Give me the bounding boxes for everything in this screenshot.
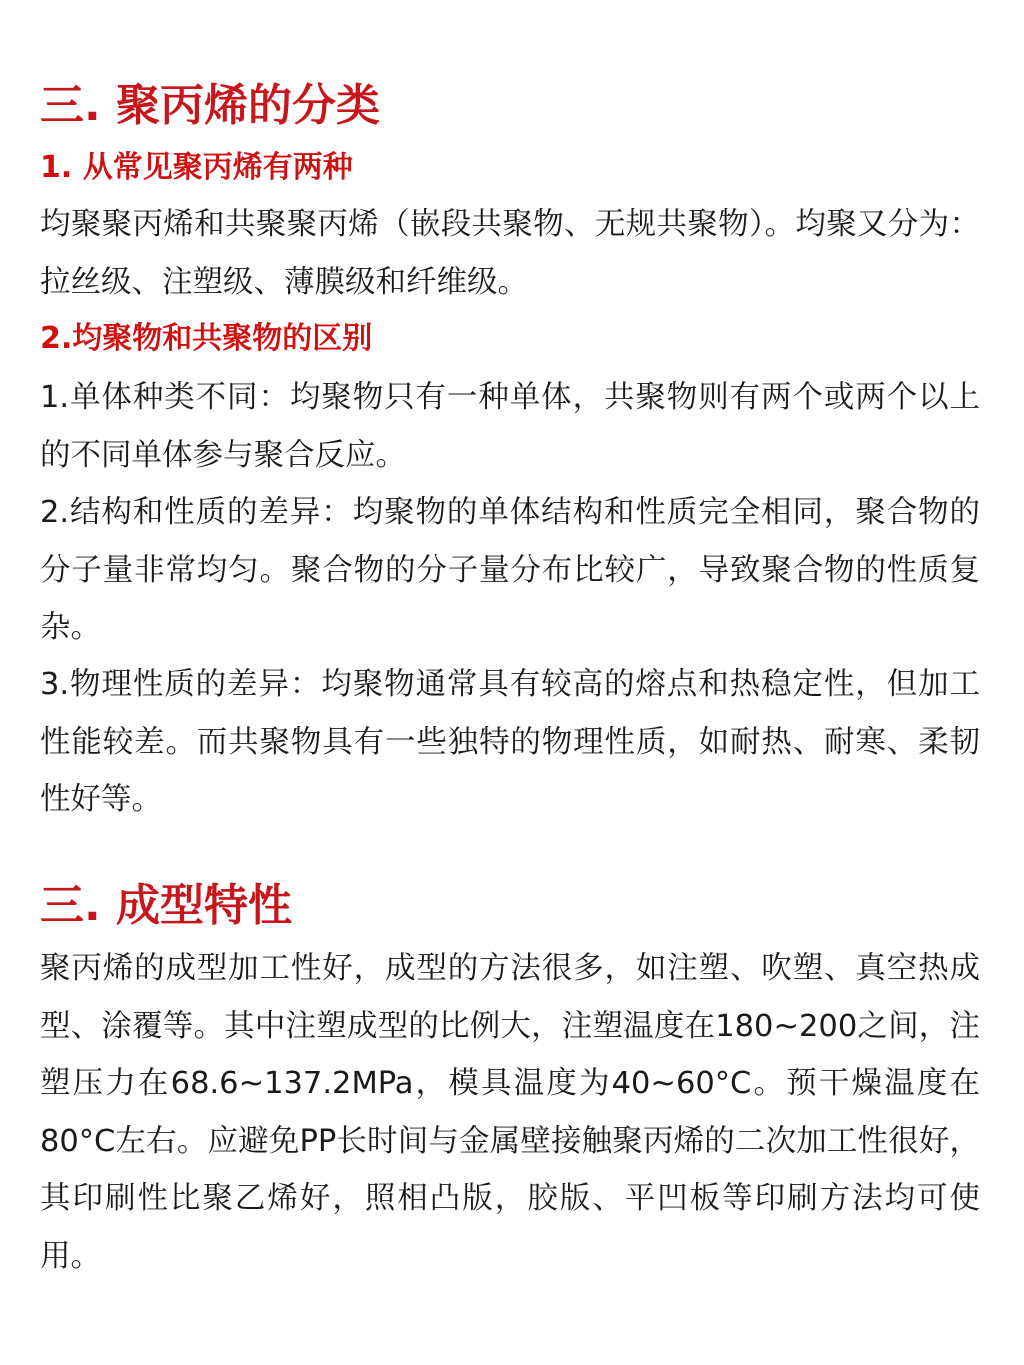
paragraph-molding: 聚丙烯的成型加工性好，成型的方法很多，如注塑、吹塑、真空热成型、涂覆等。其中注塑成型的比例大，注塑温度在180~200之间，注塑压力在68.6~137.2MPa，模具温度为40~60°C。预干燥温度在80°C左右。应避免PP长时间与金属壁接触聚丙烯的二次加工性很好，其印刷性比聚乙烯好，照相凸版，胶版、平凹板等印刷方法均可使用。 [40, 951, 980, 1274]
subsection-title-types: 1. 从常见聚丙烯有两种 [40, 150, 353, 185]
section-title-classification: 三. 聚丙烯的分类 [40, 80, 381, 131]
difference-item-1: 1.单体种类不同：均聚物只有一种单体，共聚物则有两个或两个以上的不同单体参与聚合反应。 [40, 380, 980, 473]
subsection-title-differences: 2.均聚物和共聚物的区别 [40, 321, 373, 356]
section-title-molding: 三. 成型特性 [40, 880, 293, 931]
difference-item-2: 2.结构和性质的差异：均聚物的单体结构和性质完全相同，聚合物的分子量非常均匀。聚合物的分子量分布比较广，导致聚合物的性质复杂。 [40, 495, 980, 645]
difference-item-3: 3.物理性质的差异：均聚物通常具有较高的熔点和热稳定性，但加工性能较差。而共聚物具有一些独特的物理性质，如耐热、耐寒、柔韧性好等。 [40, 667, 980, 817]
paragraph-types: 均聚聚丙烯和共聚聚丙烯（嵌段共聚物、无规共聚物）。均聚又分为：拉丝级、注塑级、薄膜级和纤维级。 [40, 207, 980, 300]
